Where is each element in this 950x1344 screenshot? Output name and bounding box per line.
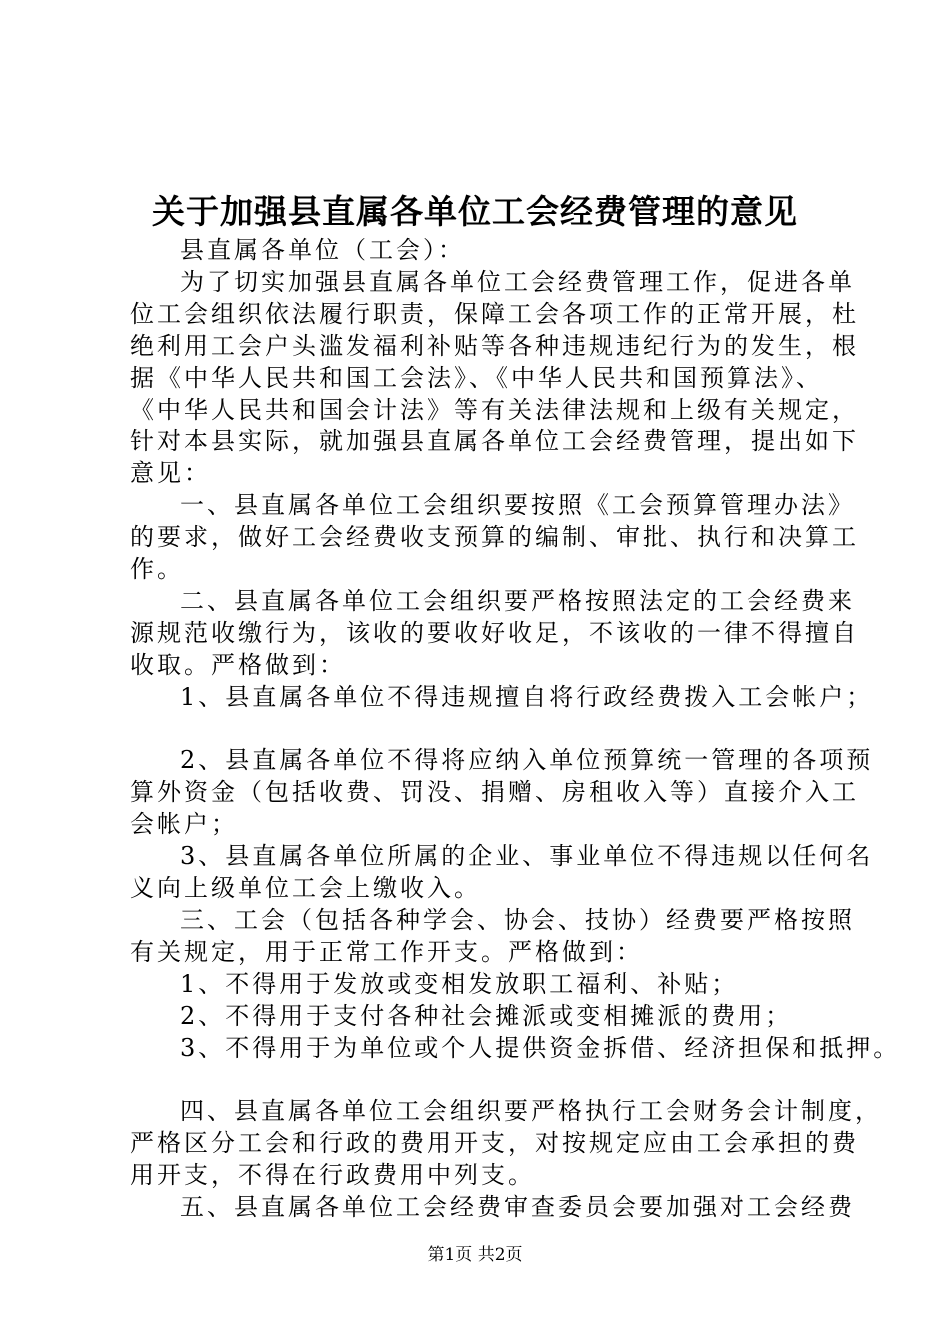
list-item-line: 会帐户； — [130, 810, 238, 838]
section-four-line: 四、县直属各单位工会组织要严格执行工会财务会计制度， — [180, 1097, 882, 1125]
paragraph-line: 绝利用工会户头滥发福利补贴等各种违规违纪行为的发生，根 — [130, 332, 859, 360]
list-item-line: 2、不得用于支付各种社会摊派或变相摊派的费用； — [180, 1002, 793, 1030]
list-item-line: 2、县直属各单位不得将应纳入单位预算统一管理的各项预 — [180, 746, 874, 774]
paragraph-line: 据《中华人民共和国工会法》、《中华人民共和国预算法》、 — [130, 364, 823, 392]
section-three-line: 有关规定，用于正常工作开支。严格做到： — [130, 938, 643, 966]
paragraph-line: 意见： — [130, 459, 211, 487]
section-two-line: 源规范收缴行为，该收的要收好收足，不该收的一律不得擅自 — [130, 619, 859, 647]
paragraph-line: 针对本县实际，就加强县直属各单位工会经费管理，提出如下 — [130, 427, 859, 455]
list-item-line: 算外资金（包括收费、罚没、捐赠、房租收入等）直接介入工 — [130, 778, 859, 806]
section-two-line: 二、县直属各单位工会组织要严格按照法定的工会经费来 — [180, 587, 855, 615]
page-number-footer: 第1页 共2页 — [427, 1245, 523, 1265]
document-title: 关于加强县直属各单位工会经费管理的意见 — [152, 192, 798, 231]
list-item-line: 1、县直属各单位不得违规擅自将行政经费拨入工会帐户； — [180, 683, 874, 711]
section-four-line: 严格区分工会和行政的费用开支，对按规定应由工会承担的费 — [130, 1129, 859, 1157]
paragraph-line: 位工会组织依法履行职责，保障工会各项工作的正常开展，杜 — [130, 300, 859, 328]
section-one-line: 一、县直属各单位工会组织要按照《工会预算管理办法》 — [180, 491, 855, 519]
list-item-line: 3、不得用于为单位或个人提供资金拆借、经济担保和抵押。 — [180, 1034, 901, 1062]
section-one-line: 作。 — [130, 555, 184, 583]
list-item-line: 3、县直属各单位所属的企业、事业单位不得违规以任何名 — [180, 842, 874, 870]
paragraph-line: 为了切实加强县直属各单位工会经费管理工作，促进各单 — [180, 268, 855, 296]
paragraph-line: 《中华人民共和国会计法》等有关法律法规和上级有关规定， — [130, 396, 859, 424]
list-item-line: 1、不得用于发放或变相发放职工福利、补贴； — [180, 970, 739, 998]
section-five-line: 五、县直属各单位工会经费审查委员会要加强对工会经费 — [180, 1193, 855, 1221]
section-four-line: 用开支，不得在行政费用中列支。 — [130, 1161, 535, 1189]
section-three-line: 三、工会（包括各种学会、协会、技协）经费要严格按照 — [180, 906, 855, 934]
list-item-line: 义向上级单位工会上缴收入。 — [130, 874, 481, 902]
section-two-line: 收取。严格做到： — [130, 651, 346, 679]
section-one-line: 的要求，做好工会经费收支预算的编制、审批、执行和决算工 — [130, 523, 859, 551]
salutation-line: 县直属各单位（工会）： — [180, 236, 465, 264]
